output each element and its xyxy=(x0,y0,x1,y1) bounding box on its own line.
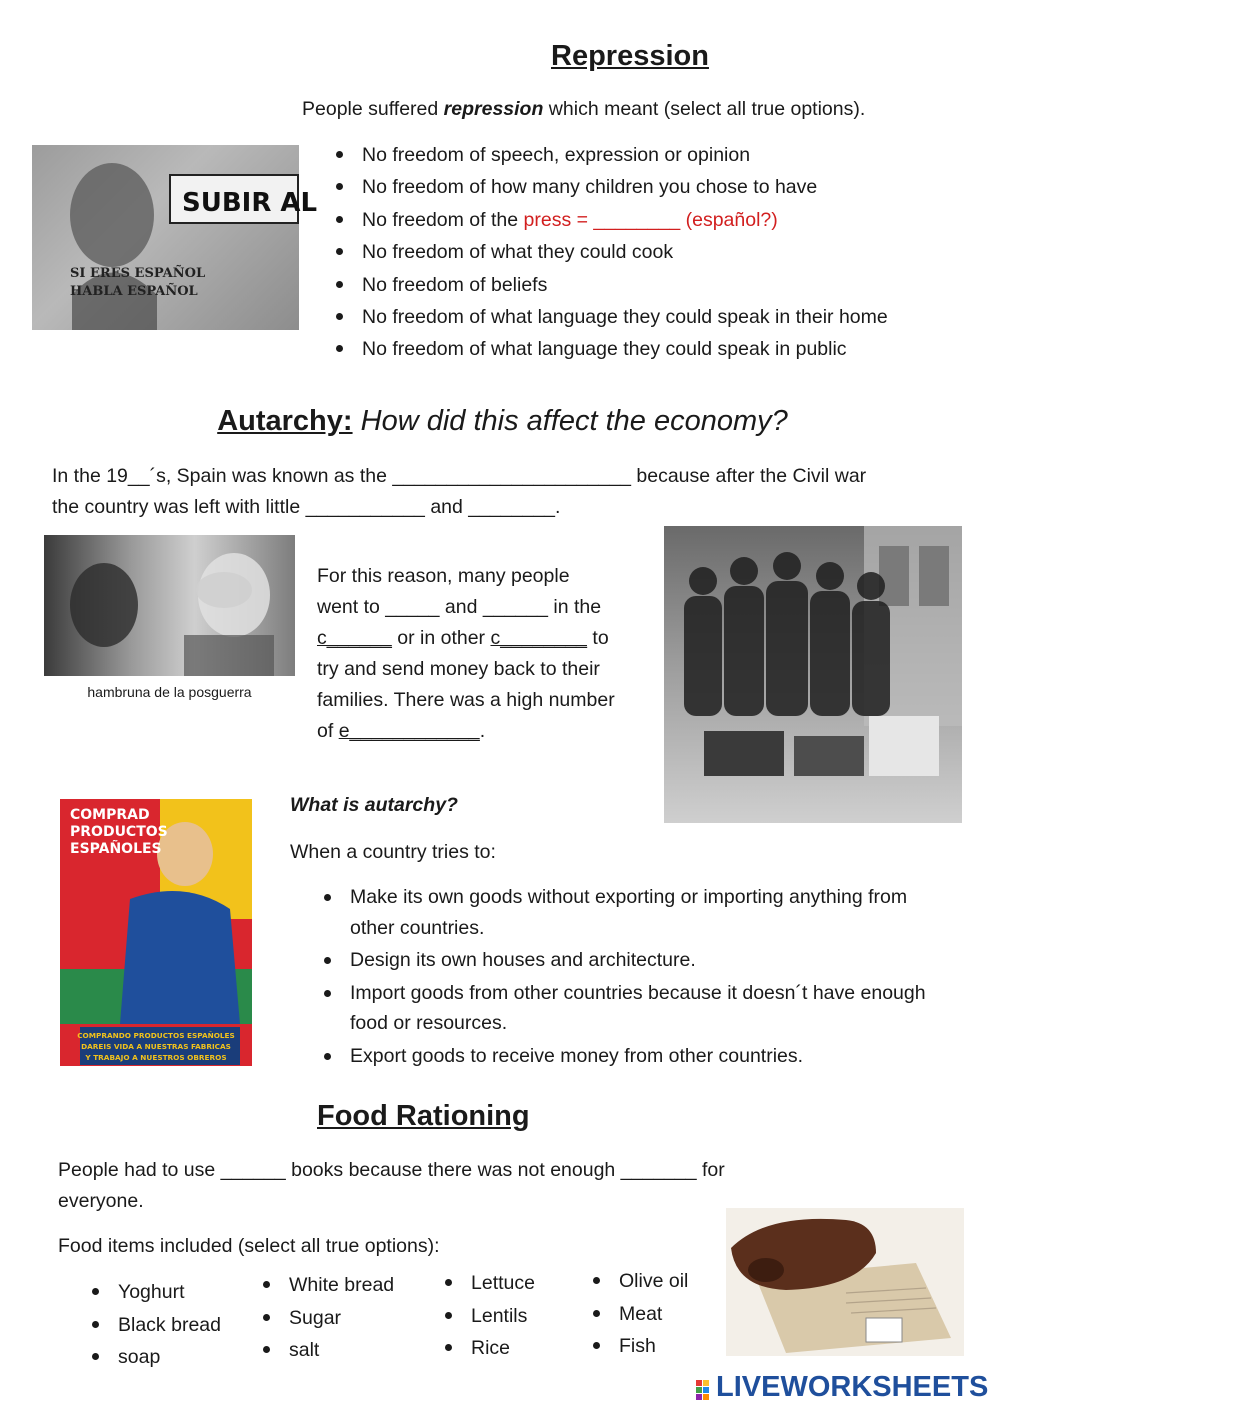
repression-options xyxy=(332,139,888,366)
food-option[interactable]: Lettuce xyxy=(441,1267,535,1300)
wall-text-2: HABLA ESPAÑOL xyxy=(70,284,198,299)
intro-text-end: which meant (select all true options). xyxy=(543,98,866,120)
repression-option[interactable]: No freedom of what language they could speak in their home xyxy=(332,301,888,333)
poster-slogan-1: COMPRANDO PRODUCTOS ESPAÑOLES xyxy=(77,1031,235,1040)
food-line-2: everyone. xyxy=(58,1190,144,1212)
reason-line-c xyxy=(317,623,615,654)
poster-slogan-2: DAREIS VIDA A NUESTRAS FABRICAS xyxy=(81,1042,231,1051)
reason-line-e xyxy=(317,716,615,747)
emigration-paragraph xyxy=(317,561,615,747)
repression-option[interactable]: No freedom of what language they could speak in public xyxy=(332,333,888,365)
blank-c-1[interactable]: c______ xyxy=(317,627,392,649)
repression-title: Repression xyxy=(551,40,709,72)
food-option[interactable]: Fish xyxy=(589,1330,688,1363)
food-option[interactable]: soap xyxy=(88,1341,221,1374)
food-option[interactable]: Lentils xyxy=(441,1300,535,1333)
autarchy-options xyxy=(320,882,940,1071)
poster-title-2: PRODUCTOS xyxy=(70,824,168,840)
press-option-text: No freedom of the xyxy=(362,208,524,231)
food-option[interactable]: White bread xyxy=(259,1269,394,1302)
autarchy-when: When a country tries to: xyxy=(290,841,496,863)
food-option[interactable]: Rice xyxy=(441,1332,535,1365)
repression-option[interactable]: No freedom of how many children you chose to have xyxy=(332,171,888,203)
autarchy-question: What is autarchy? xyxy=(290,794,458,816)
comprad-poster xyxy=(60,799,252,1066)
autarchy-title-bold: Autarchy: xyxy=(217,405,353,437)
children-illustration xyxy=(44,535,295,676)
franco-portrait-illustration xyxy=(32,145,318,330)
food-option[interactable]: Yoghurt xyxy=(88,1276,221,1309)
autarchy-paragraph xyxy=(52,461,866,523)
blank-c-2[interactable]: c________ xyxy=(490,627,587,649)
food-column-3 xyxy=(441,1267,535,1365)
food-option[interactable]: Sugar xyxy=(259,1302,394,1335)
repression-option-press[interactable] xyxy=(332,204,888,236)
photo-caption: hambruna de la posguerra xyxy=(87,684,252,700)
franco-wall-photo xyxy=(32,145,318,330)
reason-fragment: of xyxy=(317,720,334,742)
poster-slogan-3: Y TRABAJO A NUESTROS OBREROS xyxy=(85,1053,227,1062)
period: . xyxy=(479,720,486,742)
press-translation-blank[interactable]: press = ________ (español?) xyxy=(523,208,778,231)
reason-fragment: or in other xyxy=(397,627,486,649)
food-title: Food Rationing xyxy=(317,1100,530,1132)
food-paragraph xyxy=(58,1155,725,1217)
reason-line: For this reason, many people xyxy=(317,565,570,587)
food-option[interactable]: Meat xyxy=(589,1298,688,1331)
liveworksheets-brand[interactable]: LIVEWORKSHEETS xyxy=(716,1371,989,1403)
autarchy-line-1[interactable]: In the 19__´s, Spain was known as the ______________________ because after the Civil war xyxy=(52,465,867,487)
poster-title-3: ESPAÑOLES xyxy=(70,841,162,857)
emigrants-illustration xyxy=(664,526,962,823)
autarchy-title xyxy=(0,405,1005,438)
food-column-2 xyxy=(259,1269,394,1367)
autarchy-option[interactable]: Import goods from other countries because it doesn´t have enough food or resources. xyxy=(320,978,940,1039)
autarchy-option[interactable]: Export goods to receive money from other countries. xyxy=(320,1041,940,1072)
poster-title-1: COMPRAD xyxy=(70,807,150,823)
sign-text: SUBIR AL xyxy=(182,188,318,218)
ration-bread-photo xyxy=(726,1208,964,1356)
food-option[interactable]: Olive oil xyxy=(589,1265,688,1298)
autarchy-option[interactable]: Make its own goods without exporting or importing anything from other countries. xyxy=(320,882,940,943)
food-column-4 xyxy=(589,1265,688,1363)
repression-option[interactable]: No freedom of beliefs xyxy=(332,269,888,301)
blank-e[interactable]: e____________ xyxy=(338,720,480,742)
repression-option[interactable]: No freedom of speech, expression or opinion xyxy=(332,139,888,171)
food-option[interactable]: Black bread xyxy=(88,1309,221,1342)
autarchy-line-2[interactable]: the country was left with little ___________ and ________. xyxy=(52,496,561,518)
repression-option[interactable]: No freedom of what they could cook xyxy=(332,236,888,268)
food-option[interactable]: salt xyxy=(259,1334,394,1367)
wall-text-1: SI ERES ESPAÑOL xyxy=(70,266,206,281)
food-items-intro: Food items included (select all true options): xyxy=(58,1235,440,1257)
food-column-1 xyxy=(88,1276,221,1374)
autarchy-title-question: How did this affect the economy? xyxy=(352,405,788,437)
emigrants-photo xyxy=(664,526,962,823)
liveworksheets-logo-icon xyxy=(692,1376,712,1404)
reason-line: try and send money back to their xyxy=(317,658,600,680)
repression-intro xyxy=(302,94,865,125)
poster-illustration xyxy=(60,799,252,1066)
reason-fragment: to xyxy=(592,627,609,649)
intro-text-start: People suffered xyxy=(302,98,444,120)
reason-line-blanks[interactable]: went to _____ and ______ in the xyxy=(317,596,602,618)
autarchy-option[interactable]: Design its own houses and architecture. xyxy=(320,945,940,976)
ration-illustration xyxy=(726,1208,964,1356)
reason-line: families. There was a high number xyxy=(317,689,615,711)
intro-emphasis: repression xyxy=(443,98,544,120)
food-line-1[interactable]: People had to use ______ books because there was not enough _______ for xyxy=(58,1159,725,1181)
children-famine-photo xyxy=(44,535,295,676)
